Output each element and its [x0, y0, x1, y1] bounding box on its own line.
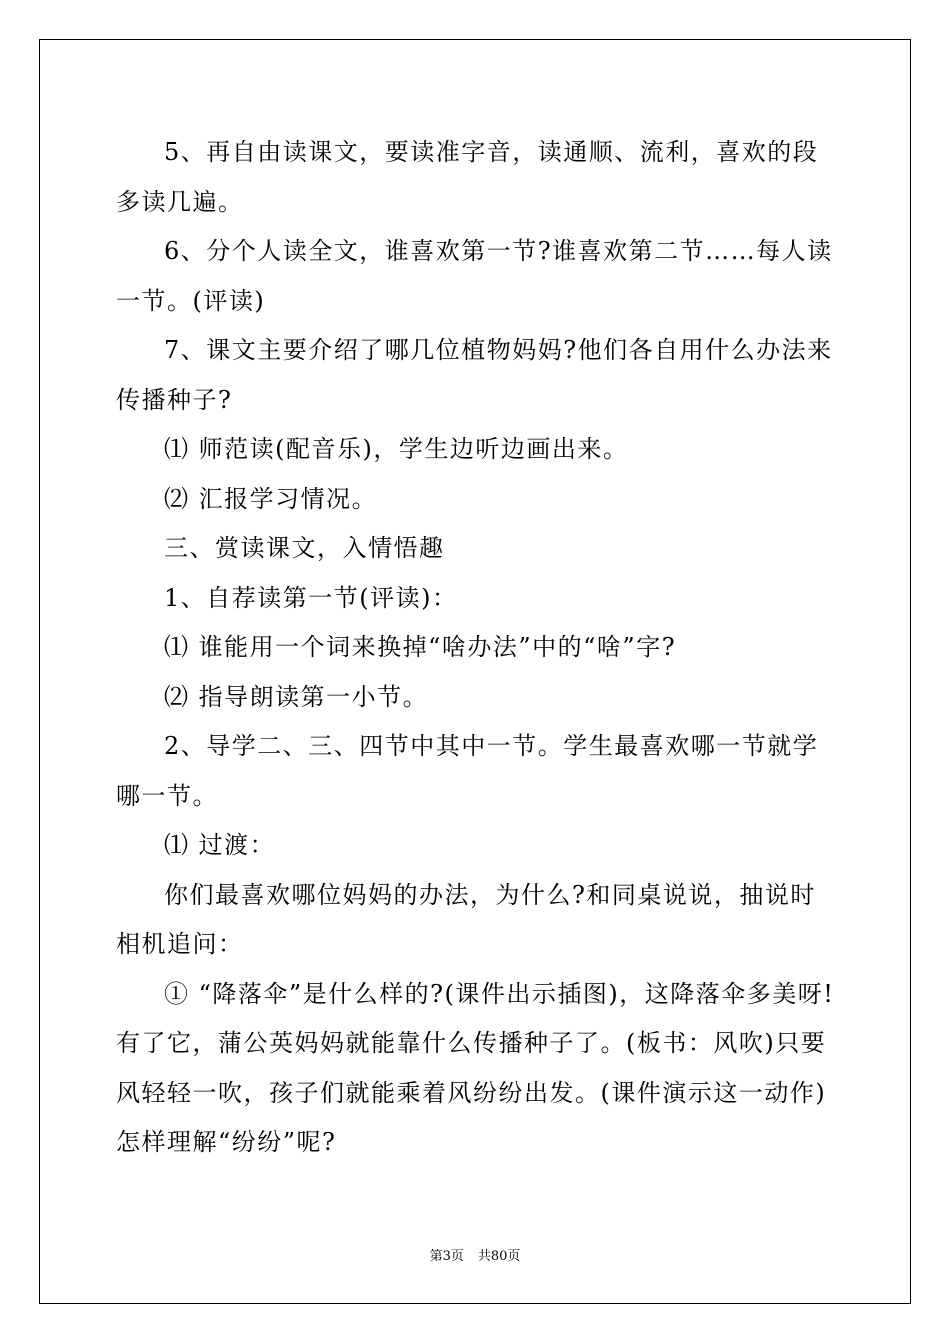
- paragraph-guided-learning: 2、导学二、三、四节中其中一节。学生最喜欢哪一节就学哪一节。: [116, 732, 819, 810]
- paragraph-step-6: 6、分个人读全文，谁喜欢第一节?谁喜欢第二节……每人读一节。(评读): [116, 237, 833, 315]
- page-total: 共80页: [477, 1249, 521, 1264]
- paragraph-parachute: ① “降落伞”是什么样的?(课件出示插图)，这降落伞多美呀!有了它，蒲公英妈妈就能靠什么传播种子了。(板书：风吹)只要风轻轻一吹，孩子们就能乘着风纷纷出发。(课件演示这一动作)怎样理解“纷纷”呢?: [116, 979, 835, 1156]
- page-number: 第3页: [429, 1249, 464, 1264]
- paragraph-step-7: 7、课文主要介绍了哪几位植物妈妈?他们各自用什么办法来传播种子?: [116, 336, 833, 414]
- list-item-replace-word: ⑴ 谁能用一个词来换掉“啥办法”中的“啥”字?: [164, 633, 677, 661]
- list-item-report: ⑵ 汇报学习情况。: [164, 484, 378, 513]
- paragraph-self-recommend: 1、自荐读第一节(评读)：: [164, 583, 458, 612]
- paragraph-step-5: 5、再自由读课文，要读准字音，读通顺、流利，喜欢的段多读几遍。: [116, 138, 819, 216]
- list-item-teacher-reading: ⑴ 师范读(配音乐)，学生边听边画出来。: [164, 435, 629, 463]
- list-item-transition: ⑴ 过渡：: [164, 831, 276, 859]
- document-body: [116, 128, 838, 1168]
- page-footer: [0, 1245, 950, 1264]
- list-item-guided-reading: ⑵ 指导朗读第一小节。: [164, 682, 429, 711]
- paragraph-question: 你们最喜欢哪位妈妈的办法，为什么?和同桌说说，抽说时相机追问：: [116, 880, 816, 958]
- section-heading-3: 三、赏读课文，入情悟趣: [164, 534, 445, 562]
